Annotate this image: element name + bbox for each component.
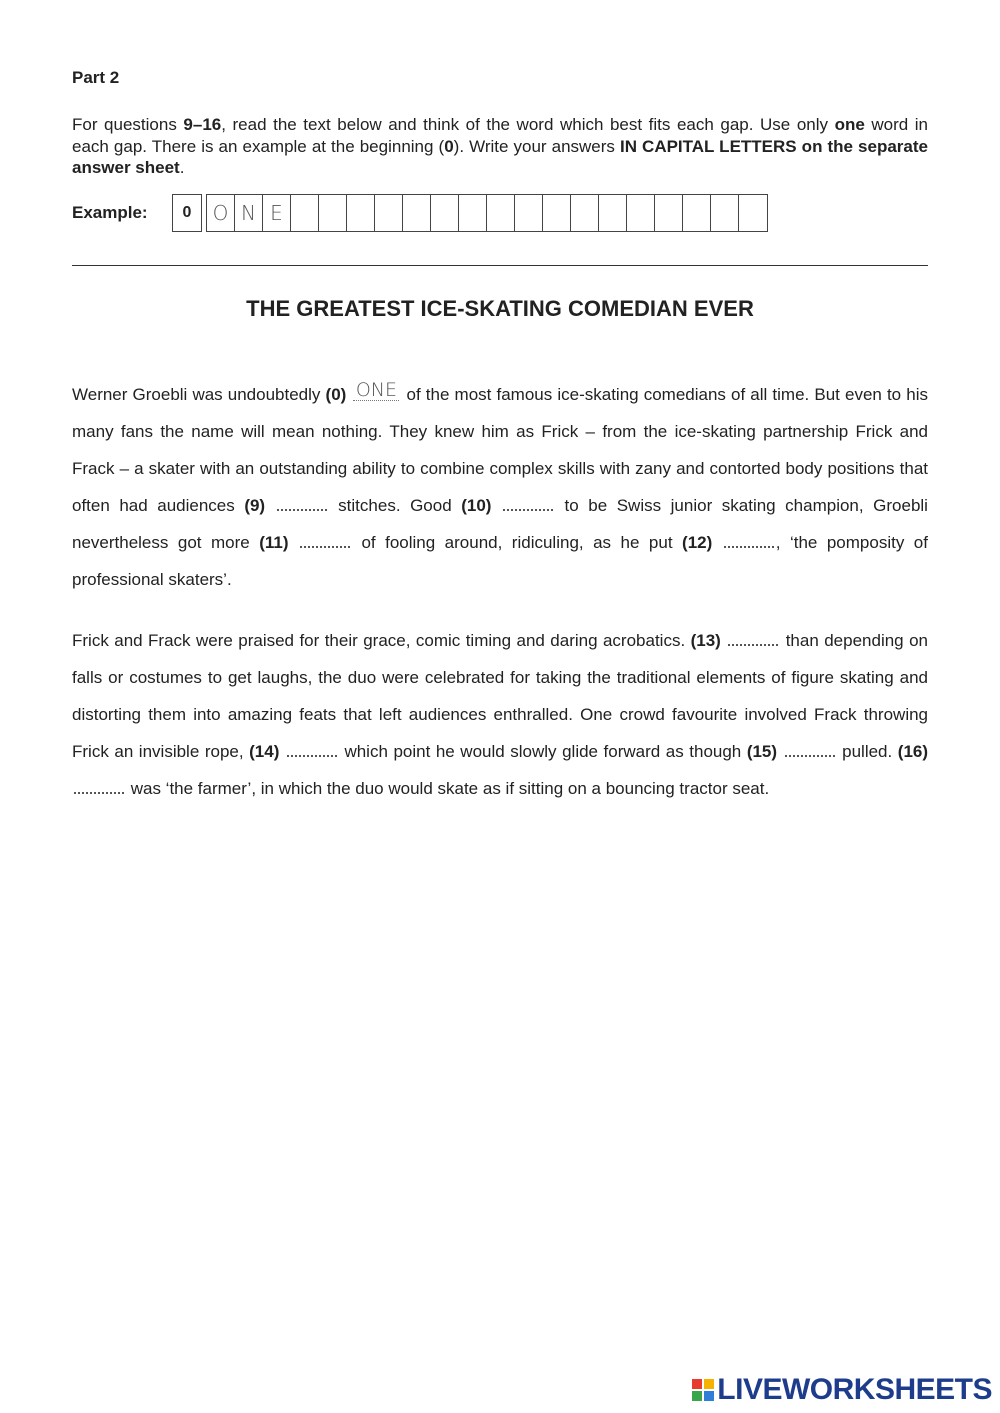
example-cell: E xyxy=(263,195,291,231)
example-cell xyxy=(431,195,459,231)
gap-9-input[interactable] xyxy=(277,495,327,511)
example-cell xyxy=(655,195,683,231)
example-cell: N xyxy=(235,195,263,231)
gap-15-input[interactable] xyxy=(785,741,835,757)
gap-13-input[interactable] xyxy=(728,630,778,646)
gap-number-16: (16) xyxy=(897,742,929,761)
logo-mark-icon xyxy=(692,1379,714,1401)
example-cell xyxy=(291,195,319,231)
logo-square xyxy=(704,1379,714,1389)
example-cell xyxy=(627,195,655,231)
gap-16-input[interactable] xyxy=(74,778,124,794)
divider xyxy=(72,265,928,266)
example-cell xyxy=(375,195,403,231)
instructions: For questions 9–16, read the text below and think of the word which best fits each gap. Use only one word in each gap. There is an example at the beginning (0). Write your answers IN CAPITAL LETTERS on the separate answer sheet. xyxy=(72,115,928,177)
example-cell xyxy=(347,195,375,231)
example-label: Example: xyxy=(72,203,148,222)
paragraph-1: Werner Groebli was undoubtedly (0) ONE of the most famous ice-skating comedians of all time. But even to his many fans the name will mean nothing. They knew him as Frick – from the ice-skating partnership Frick and Frack – a skater with an outstanding ability to combine complex skills with zany and contorted body positions that often had audiences (9) stitches. Good (10) to be Swiss junior skating champion, Groebli nevertheless got more (11) of fooling around, ridiculing, as he put (12) , ‘the pomposity of professional skaters’. xyxy=(72,379,928,589)
example-cell: O xyxy=(207,195,235,231)
gap-number-10: (10) xyxy=(461,496,492,515)
gap-14-input[interactable] xyxy=(287,741,337,757)
example-cell xyxy=(543,195,571,231)
logo-square xyxy=(692,1379,702,1389)
text-heading: THE GREATEST ICE-SKATING COMEDIAN EVER xyxy=(246,296,754,321)
gap-number-11: (11) xyxy=(259,533,289,552)
example-cell xyxy=(571,195,599,231)
example-cell xyxy=(515,195,543,231)
gap-number-14: (14) xyxy=(249,742,280,761)
liveworksheets-logo[interactable] xyxy=(692,1373,992,1407)
example-cell xyxy=(319,195,347,231)
logo-text: LIVEWORKSHEETS xyxy=(717,1373,992,1406)
gap-number-13: (13) xyxy=(690,631,721,650)
paragraph-2: Frick and Frack were praised for their grace, comic timing and daring acrobatics. (13) than depending on falls or costumes to get laughs, the duo were celebrated for taking the traditional elements of figure skating and distorting them into amazing feats that left audiences enthralled. One crowd favourite involved Frack throwing Frick an invisible rope, (14) which point he would slowly glide forward as though (15) pulled. (16) was ‘the farmer’, in which the duo would skate as if sitting on a bouncing tractor seat. xyxy=(72,631,929,798)
part-title: Part 2 xyxy=(72,68,120,87)
logo-square xyxy=(692,1391,702,1401)
gap-11-input[interactable] xyxy=(300,532,350,548)
gap-12-input[interactable] xyxy=(724,532,774,548)
example-cell xyxy=(683,195,711,231)
example-cell xyxy=(403,195,431,231)
gap-number-9: (9) xyxy=(244,496,266,515)
gap-10-input[interactable] xyxy=(503,495,553,511)
example-cell xyxy=(739,195,767,231)
example-cell xyxy=(487,195,515,231)
example-answer-cells xyxy=(206,194,768,232)
gap-number-15: (15) xyxy=(746,742,778,761)
gap-number-0: (0) xyxy=(325,385,347,404)
example-number-box: 0 xyxy=(172,194,202,232)
example-cell xyxy=(711,195,739,231)
logo-square xyxy=(704,1391,714,1401)
example-cell xyxy=(599,195,627,231)
example-cell xyxy=(459,195,487,231)
example-row xyxy=(72,194,768,232)
example-answer: ONE xyxy=(353,380,399,401)
gap-number-12: (12) xyxy=(682,533,713,552)
